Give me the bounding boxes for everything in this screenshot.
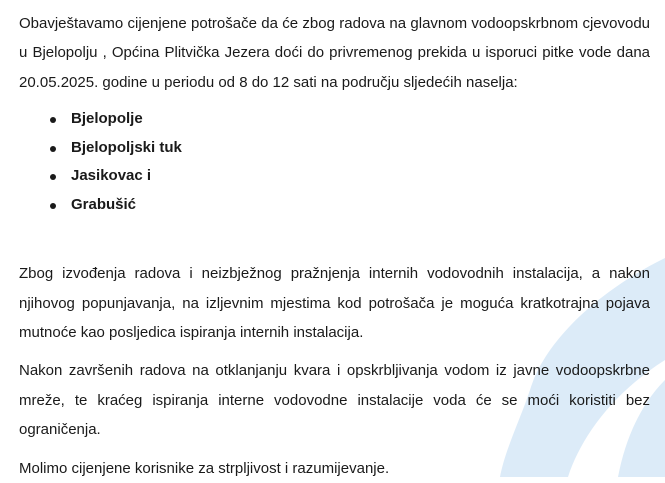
water-supply-notice: [19, 9, 650, 483]
turbidity-paragraph: Zbog izvođenja radova i neizbježnog pražnjenja internih vodovodnih instalacija, a nakon njihovog popunjavanja, na izljevnim mjestima kod potrošača je moguća kratkotrajna pojava mutnoće kao posljedica ispiranja internih instalacija.: [19, 265, 650, 342]
list-item: Jasikovac i: [71, 162, 650, 191]
closing-paragraph: Molimo cijenjene korisnike za strpljivost i razumijevanje.: [19, 459, 390, 477]
list-item: Bjelopolje: [71, 105, 650, 134]
settlement-list: [19, 105, 650, 219]
restoration-paragraph: Nakon završenih radova na otklanjanju kvara i opskrbljivanja vodom iz javne vodoopskrbne mreže, te kraćeg ispiranja interne vodovodne instalacije voda će se moći koristiti bez ograničenja.: [19, 362, 650, 439]
intro-paragraph: Obavještavamo cijenjene potrošače da će zbog radova na glavnom vodoopskrbnom cjevovodu u Bjelopolju , Općina Plitvička Jezera doći do privremenog prekida u isporuci pitke vode dana 20.05.2025. godine u periodu od 8 do 12 sati na području sljedećih naselja:: [19, 15, 650, 91]
list-item: Grabušić: [71, 191, 650, 220]
list-item: Bjelopoljski tuk: [71, 134, 650, 163]
